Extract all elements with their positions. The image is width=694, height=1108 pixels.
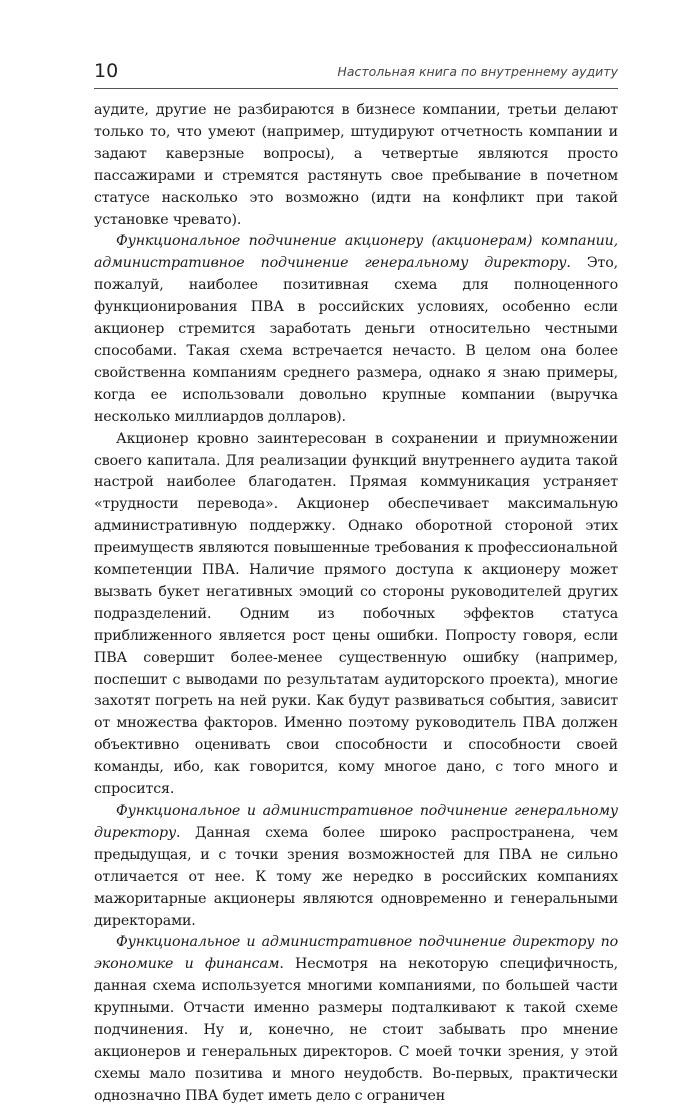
body-text: [94, 100, 618, 1108]
paragraph-shareholder-interest: [94, 429, 618, 801]
paragraph-text: . Это, пожалуй, наиболее позитивная схема для полноценного функционирования ПВА в российских условиях, особенно если акционер стремится заработать деньги относительно честными способами. Такая схема встречается нечасто. В целом она более свойственна компаниям среднего размера, однако я знаю примеры, когда ее использовали довольно крупные компании (выручка несколько миллиардов долларов).: [94, 255, 618, 425]
paragraph-text: . Данная схема более широко распространена, чем предыдущая, и с точки зрения возможностей для ПВА не сильно отличается от нее. К тому же нередко в российских компаниях мажоритарные акционеры являются одновременно и генеральными директорами.: [94, 824, 618, 929]
paragraph-shareholder-subordination: [94, 231, 618, 428]
paragraph-text: Акционер кровно заинтересован в сохранении и приумножении своего капитала. Для реализации функций внутреннего аудита такой настрой наиболее благодатен. Прямая коммуникация устраняет «трудности перевода». Акционер обеспечивает максимальную административную поддержку. Однако оборотной стороной этих преимуществ являются повышенные требования к профессиональной компетенции ПВА. Наличие прямого доступа к акционеру может вызвать букет негативных эмоций со стороны руководителей других подразделений. Одним из побочных эффектов статуса приближенного является рост цены ошибки. Попросту говоря, если ПВА совершит более-менее существенную ошибку (например, поспешит с выводами по результатам аудиторского проекта), многие захотят погреть на ней руки. Как будут развиваться события, зависит от множества факторов. Именно поэтому руководитель ПВА должен объективно оценивать свои способности и способности своей команды, ибо, как говорится, кому многое дано, с того много и спросится.: [94, 430, 618, 798]
page-header: [94, 58, 618, 89]
page-number: 10: [94, 60, 119, 82]
paragraph-cfo-subordination: [94, 932, 618, 1107]
paragraph-text: . Несмотря на некоторую специфичность, данная схема используется многими компаниями, по большей части крупными. Отчасти именно размеры подталкивают к такой схеме подчинения. Ну и, конечно, не стоит забывать про мнение акционеров и генеральных директоров. С моей точки зрения, у этой схемы мало позитива и много неудобств. Во-первых, практически однозначно ПВА будет иметь дело с ограничен: [94, 956, 618, 1104]
paragraph-continuation: [94, 100, 618, 231]
running-title: Настольная книга по внутреннему аудиту: [337, 64, 618, 79]
paragraph-ceo-subordination: [94, 801, 618, 932]
paragraph-text: аудите, другие не разбираются в бизнесе компании, третьи делают только то, что умеют (например, штудируют отчетность компании и задают каверзные вопросы), а четвертые являются просто пассажирами и стремятся растянуть свое пребывание в почетном статусе насколько это возможно (идти на конфликт при такой установке чревато).: [94, 102, 618, 228]
paragraph-lead-italic: Функциональное и административное подчинение генеральному директору: [94, 803, 618, 841]
paragraph-lead-italic: Функциональное и административное подчинение директору по экономике и финансам: [94, 934, 618, 973]
paragraph-lead-italic: Функциональное подчинение акционеру (акционерам) компании, административное подчинение генеральному директору: [94, 233, 618, 272]
